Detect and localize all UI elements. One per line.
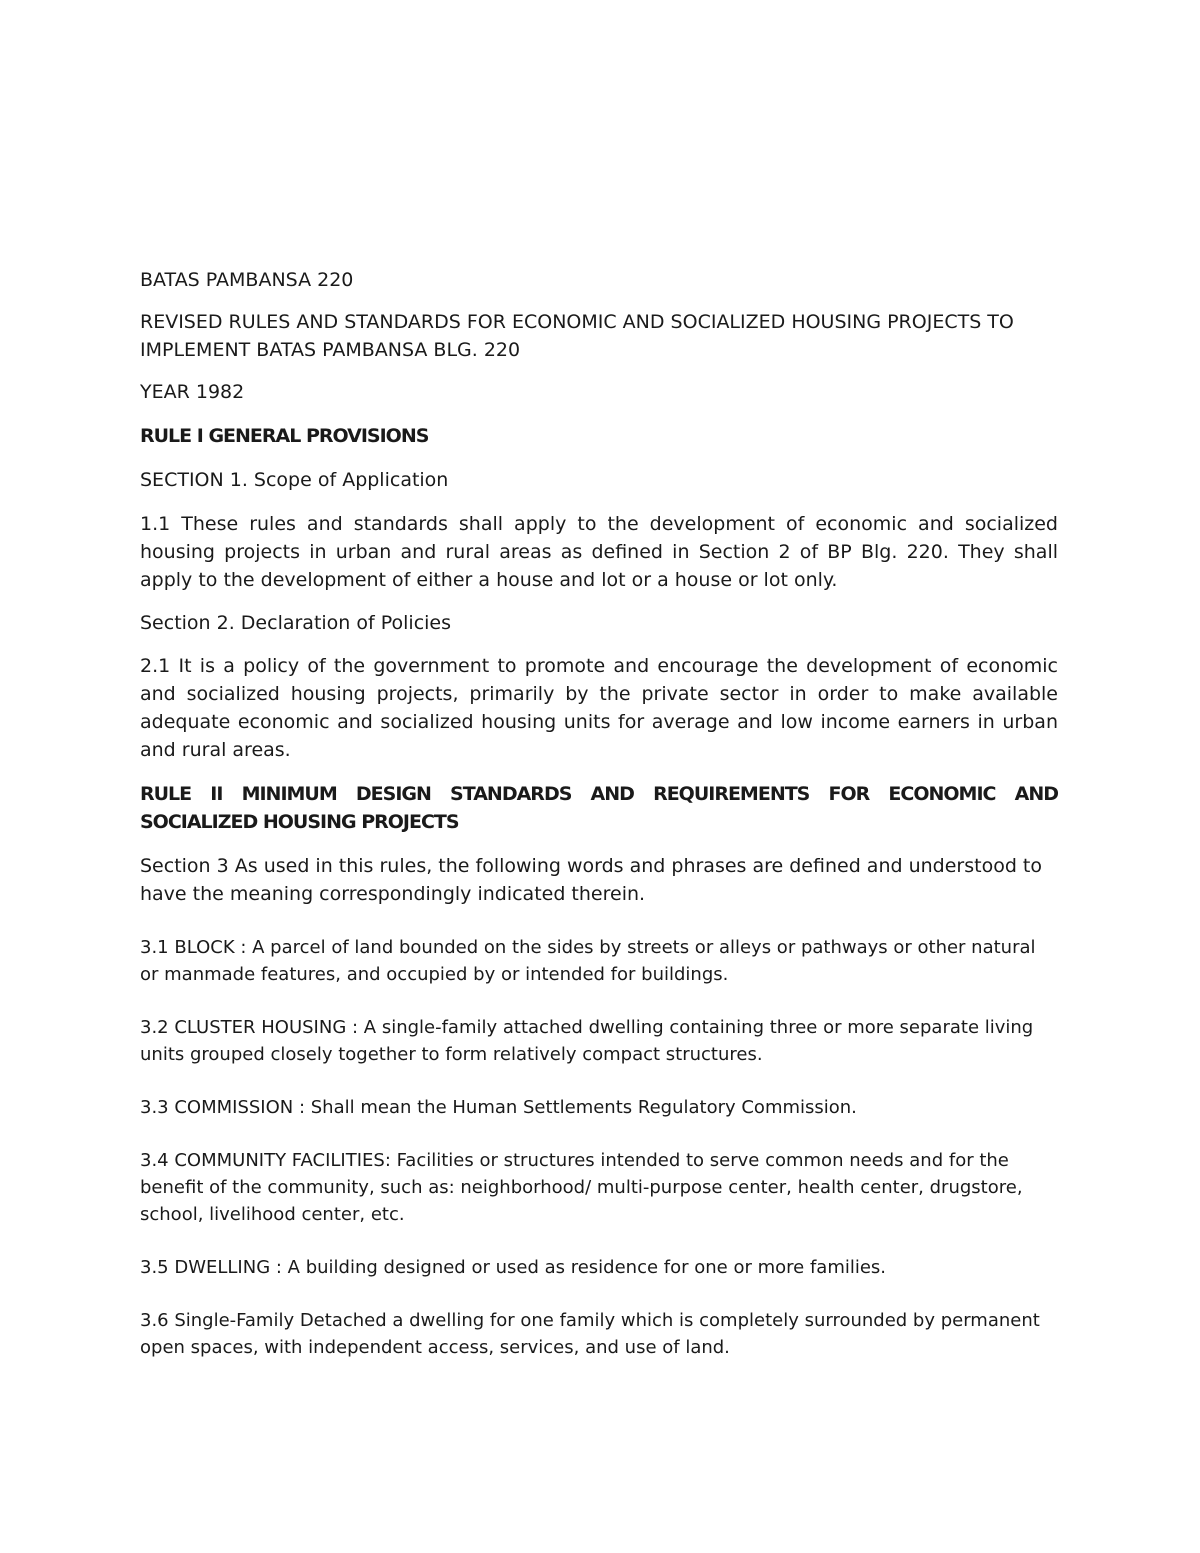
rule2-heading: RULE II MINIMUM DESIGN STANDARDS AND REQUIREMENTS FOR ECONOMIC AND SOCIALIZED HOUSING PROJECTS <box>140 783 1058 833</box>
document-page <box>140 266 1058 1361</box>
definition-item: 3.6 Single-Family Detached a dwelling for one family which is completely surrounded by permanent open spaces, with independent access, services, and use of land. <box>140 1310 1040 1358</box>
document-title: BATAS PAMBANSA 220 <box>140 269 354 291</box>
section3-intro: Section 3 As used in this rules, the following words and phrases are defined and understood to have the meaning correspondingly indicated therein. <box>140 855 1042 905</box>
document-year: YEAR 1982 <box>140 381 245 403</box>
definition-item: 3.2 CLUSTER HOUSING : A single-family attached dwelling containing three or more separate living units grouped closely together to form relatively compact structures. <box>140 1017 1034 1065</box>
section2-title: Section 2. Declaration of Policies <box>140 612 452 634</box>
section1-title: SECTION 1. Scope of Application <box>140 469 449 491</box>
section1-paragraph: 1.1 These rules and standards shall apply to the development of economic and socialized housing projects in urban and rural areas as defined in Section 2 of BP Blg. 220. They shall apply to the development of either a house and lot or a house or lot only. <box>140 513 1058 591</box>
definition-item: 3.5 DWELLING : A building designed or used as residence for one or more families. <box>140 1257 887 1278</box>
rule1-heading: RULE I GENERAL PROVISIONS <box>140 425 429 447</box>
section2-paragraph: 2.1 It is a policy of the government to promote and encourage the development of economic and socialized housing projects, primarily by the private sector in order to make available adequate economic and socialized housing units for average and low income earners in urban and rural areas. <box>140 655 1058 761</box>
definition-item: 3.3 COMMISSION : Shall mean the Human Settlements Regulatory Commission. <box>140 1097 857 1118</box>
document-subtitle: REVISED RULES AND STANDARDS FOR ECONOMIC AND SOCIALIZED HOUSING PROJECTS TO IMPLEMENT BATAS PAMBANSA BLG. 220 <box>140 311 1014 361</box>
definition-item: 3.4 COMMUNITY FACILITIES: Facilities or structures intended to serve common needs and for the benefit of the community, such as: neighborhood/ multi-purpose center, health center, drugstore, school, livelihood center, etc. <box>140 1150 1023 1225</box>
definition-item: 3.1 BLOCK : A parcel of land bounded on the sides by streets or alleys or pathways or other natural or manmade features, and occupied by or intended for buildings. <box>140 937 1036 985</box>
